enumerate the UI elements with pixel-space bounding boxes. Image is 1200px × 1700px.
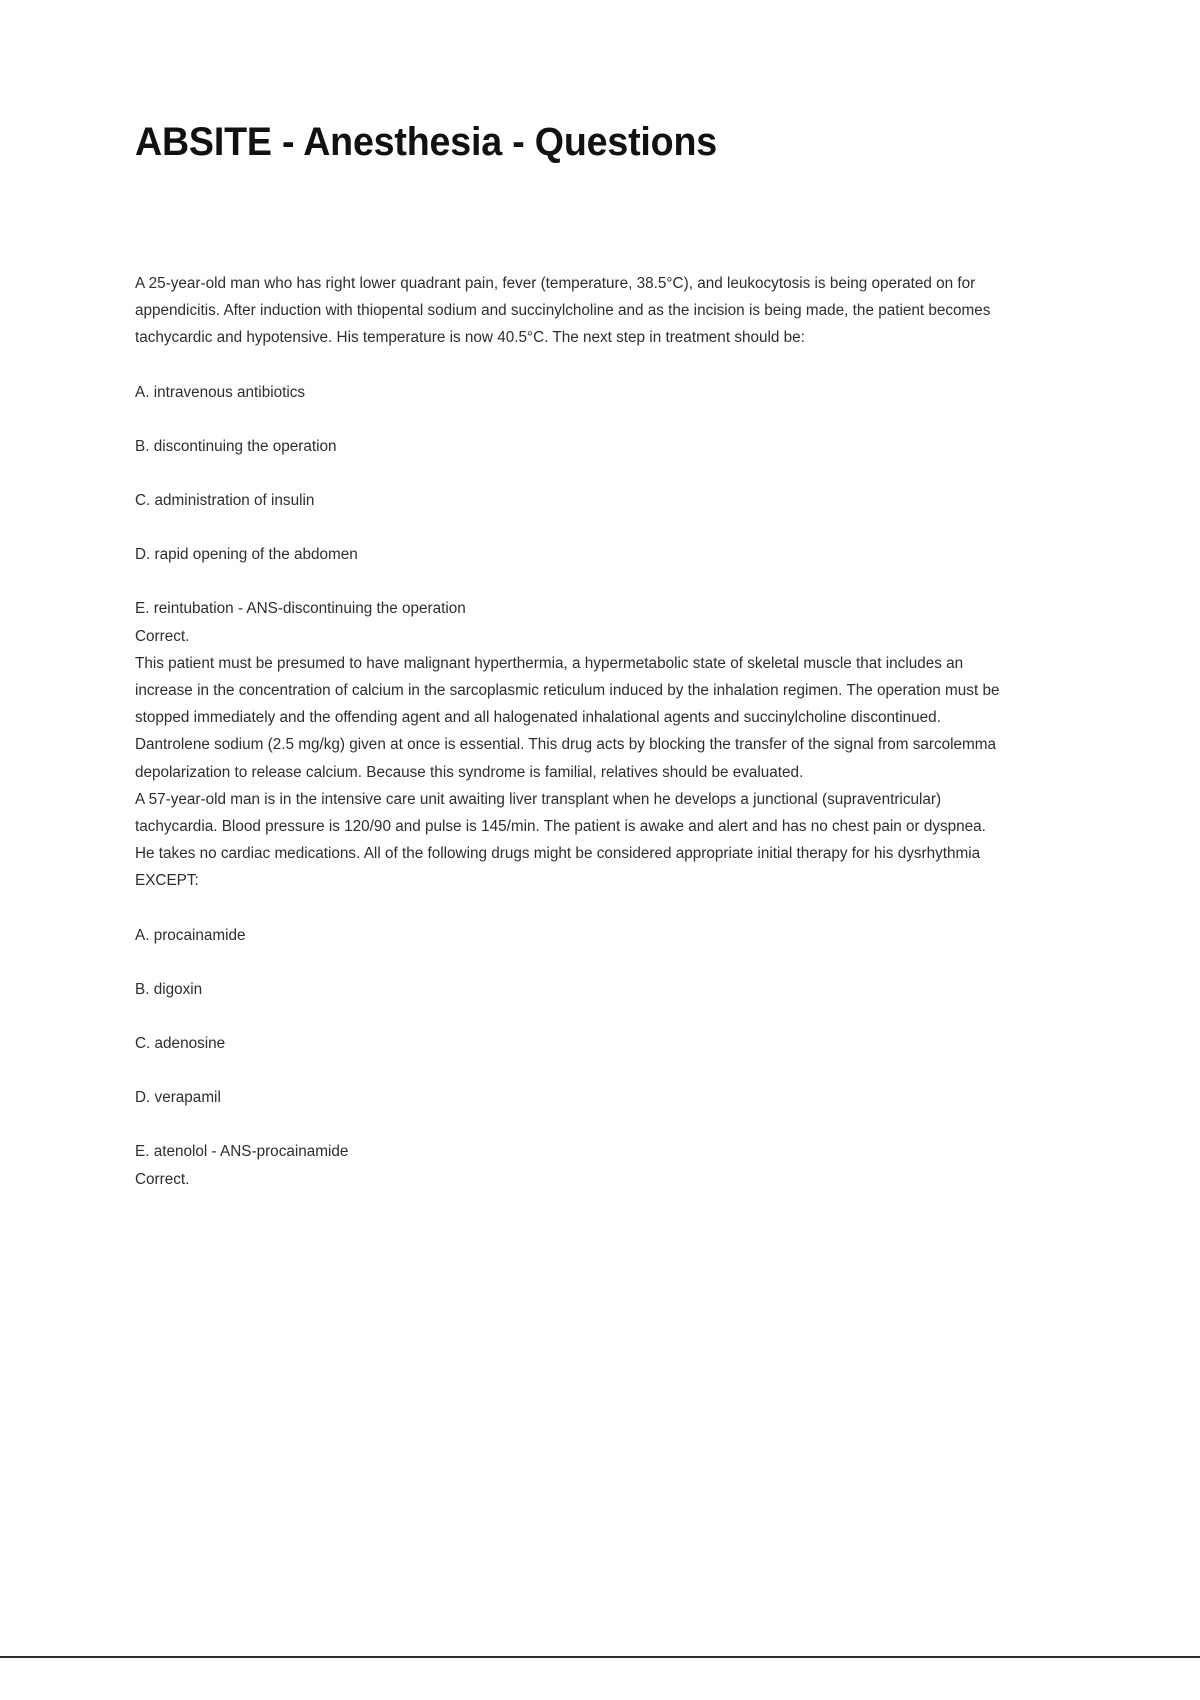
q2-option-b: B. digoxin bbox=[135, 980, 203, 998]
q2-stem: A 57-year-old man is in the intensive care unit awaiting liver transplant when he develops a junctional (supraventricular) tachycardia. Blood pressure is 120/90 and pulse is 145/min. The patient is awake and alert and has no chest pain or dyspnea. He takes no cardiac medications. All of the following drugs might be considered appropriate initial therapy for his dysrhythmia EXCEPT: bbox=[135, 790, 986, 890]
document-body bbox=[135, 270, 1005, 1193]
q2-option-c: C. adenosine bbox=[135, 1035, 226, 1053]
q2-option-a: A. procainamide bbox=[135, 926, 246, 944]
q1-option-c: C. administration of insulin bbox=[135, 492, 315, 510]
q2-option-d: D. verapamil bbox=[135, 1089, 221, 1107]
q1-option-d: D. rapid opening of the abdomen bbox=[135, 546, 358, 564]
page-title: ABSITE - Anesthesia - Questions bbox=[135, 120, 717, 164]
q1-explanation: This patient must be presumed to have malignant hyperthermia, a hypermetabolic state of skeletal muscle that includes an increase in the concentration of calcium in the sarcoplasmic reticulum induced by the inhalation regimen. The operation must be stopped immediately and the offending agent and all halogenated inhalational agents and succinylcholine discontinued. Dantrolene sodium (2.5 mg/kg) given at once is essential. This drug acts by blocking the transfer of the signal from sarcolemma depolarization to release calcium. Because this syndrome is familial, relatives should be evaluated. bbox=[135, 654, 1000, 781]
q1-option-e-answer: E. reintubation - ANS-discontinuing the operation bbox=[135, 600, 466, 618]
q2-correct: Correct. bbox=[135, 1170, 190, 1188]
q1-stem: A 25-year-old man who has right lower quadrant pain, fever (temperature, 38.5°C), and leukocytosis is being operated on for appendicitis. After induction with thiopental sodium and succinylcholine and as the incision is being made, the patient becomes tachycardic and hypotensive. His temperature is now 40.5°C. The next step in treatment should be: bbox=[135, 275, 991, 347]
document-content bbox=[135, 118, 1005, 1193]
q1-correct: Correct. bbox=[135, 627, 190, 645]
q1-option-b: B. discontinuing the operation bbox=[135, 437, 337, 455]
q2-option-e-answer: E. atenolol - ANS-procainamide bbox=[135, 1143, 349, 1161]
q1-option-a: A. intravenous antibiotics bbox=[135, 383, 306, 401]
page-bottom-divider bbox=[0, 1656, 1200, 1658]
